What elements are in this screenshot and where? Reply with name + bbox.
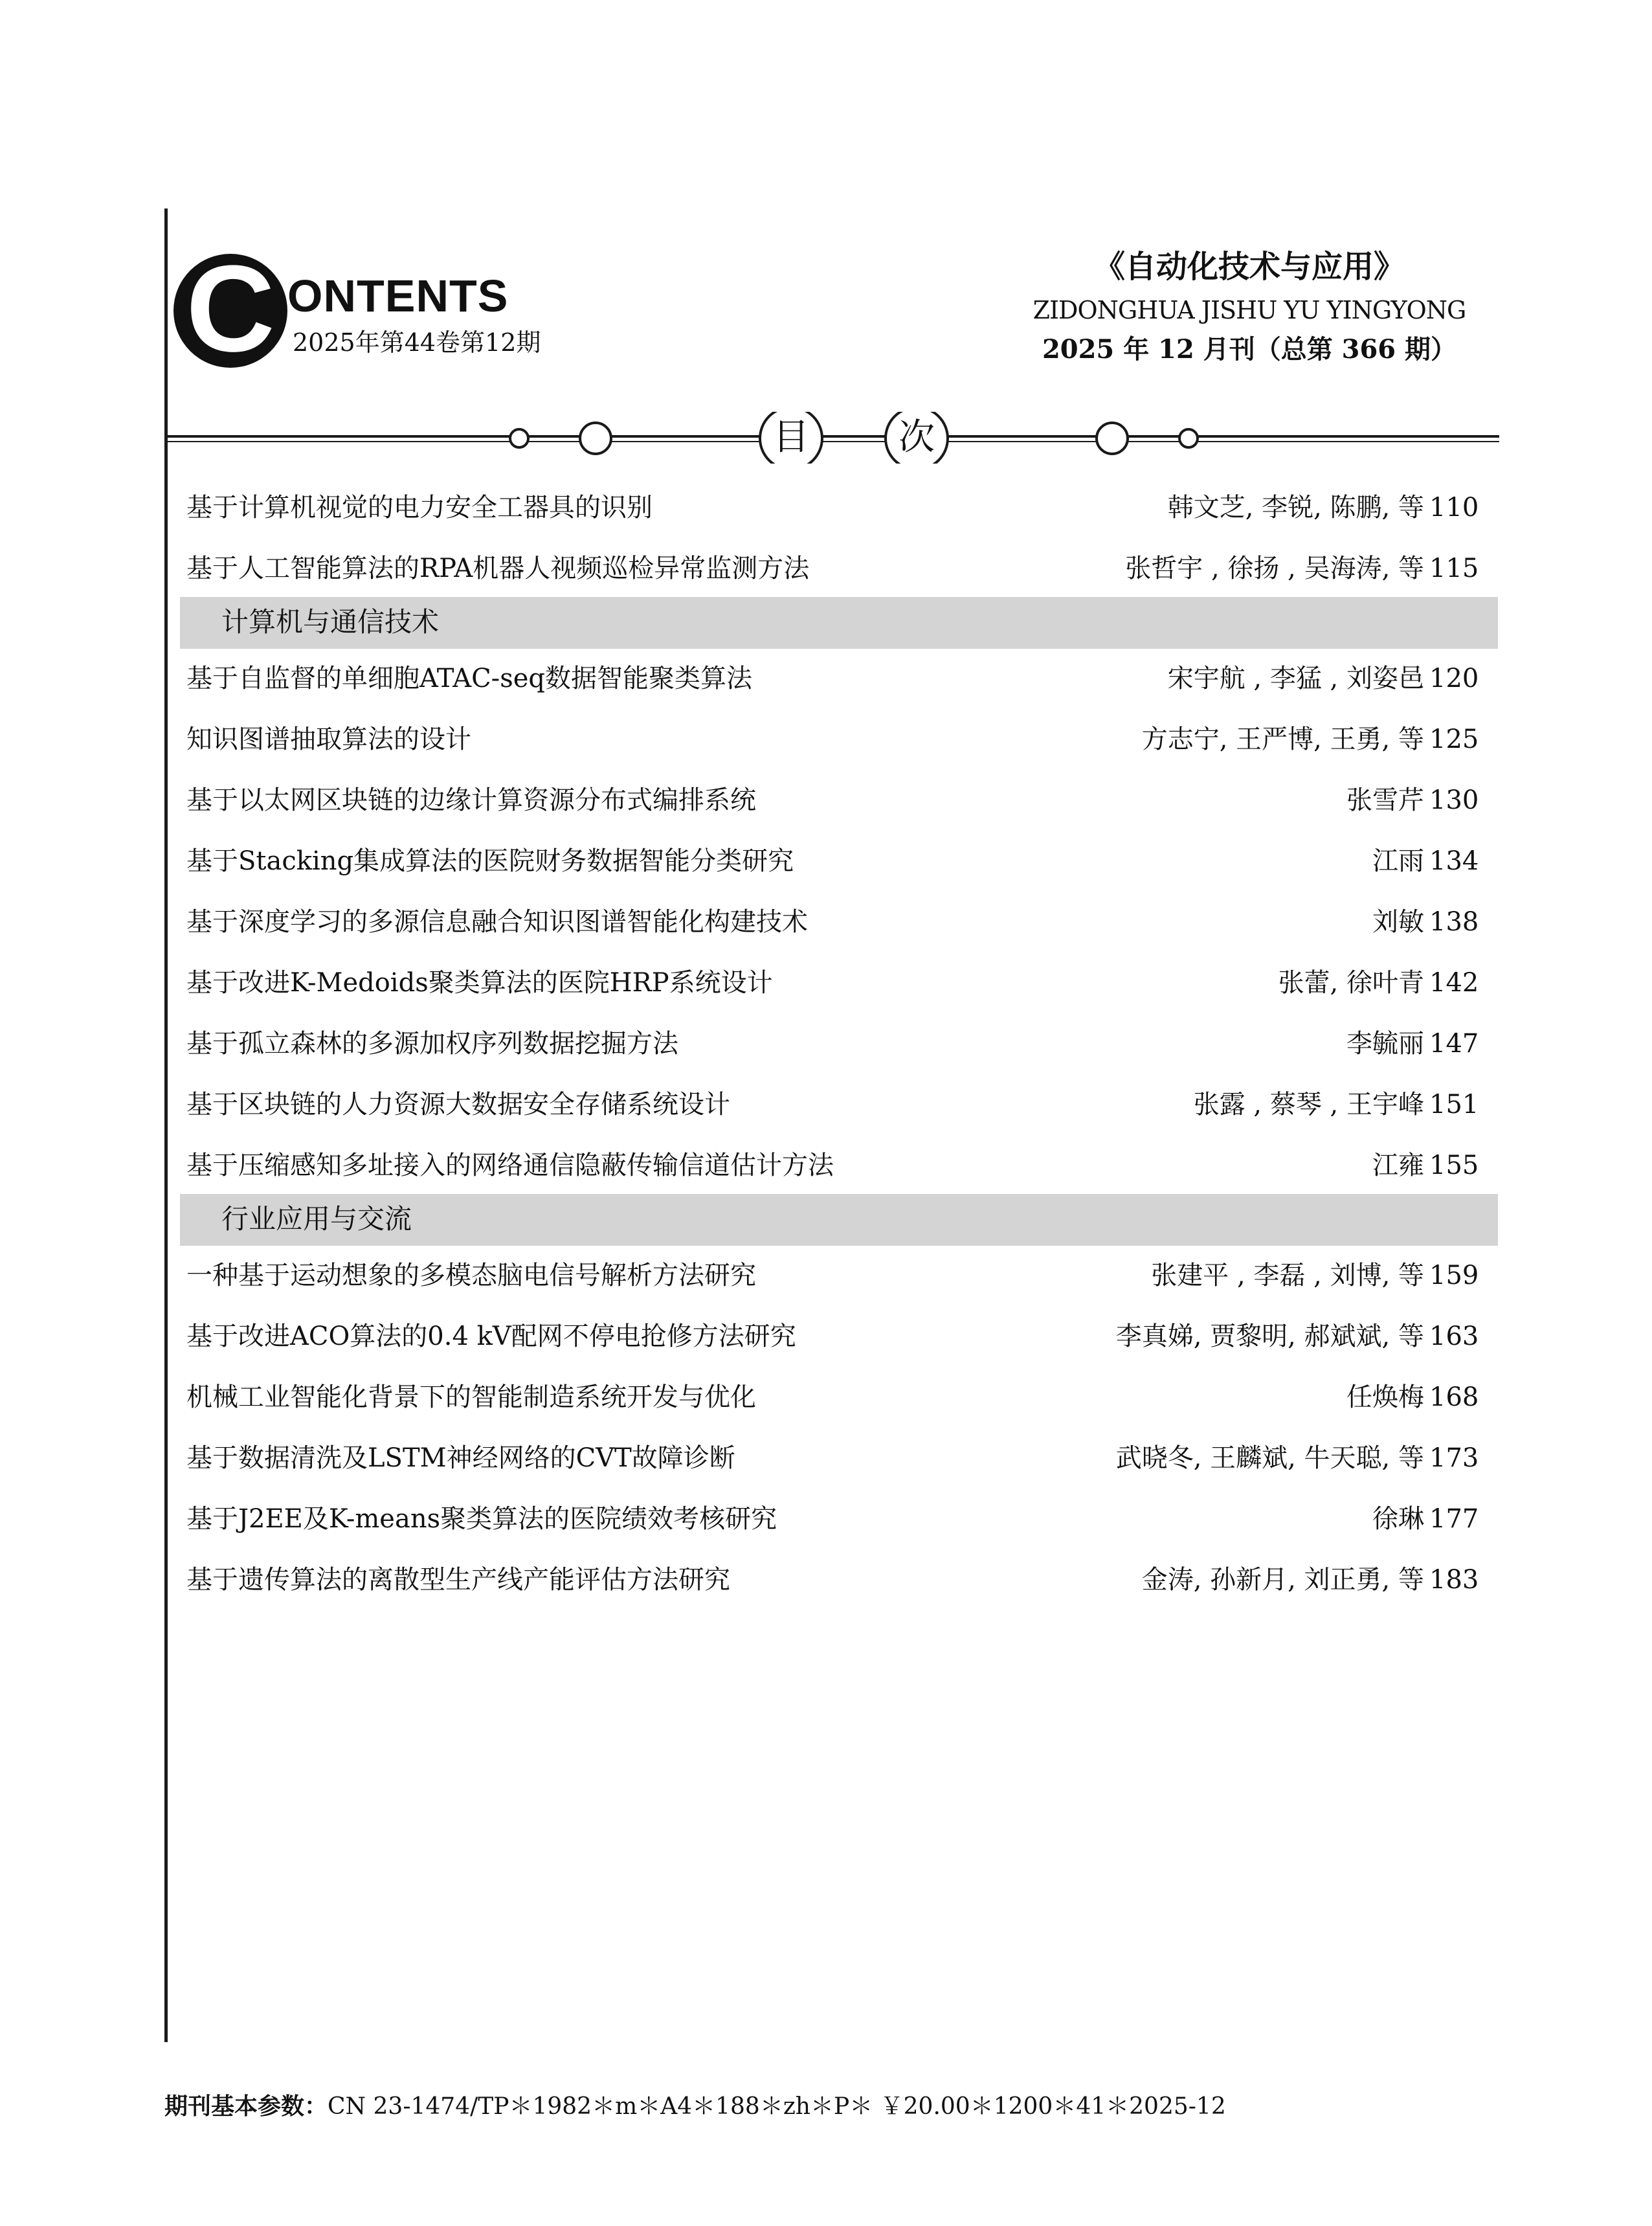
article-title: 基于自监督的单细胞ATAC-seq数据智能聚类算法 (186, 664, 753, 693)
toc-entry[interactable] (184, 892, 1479, 953)
toc-entry[interactable] (184, 539, 1479, 597)
article-title: 基于孤立森林的多源加权序列数据挖掘方法 (186, 1029, 678, 1059)
article-title: 基于数据清洗及LSTM神经网络的CVT故障诊断 (186, 1443, 735, 1473)
section-title: 计算机与通信技术 (221, 606, 440, 638)
section-header-computing (180, 597, 1498, 649)
article-title: 基于改进K-Medoids聚类算法的医院HRP系统设计 (186, 968, 773, 998)
article-page: 138 (1429, 907, 1479, 937)
article-page: 159 (1429, 1261, 1479, 1290)
article-page: 110 (1429, 493, 1479, 523)
article-authors: 张建平 , 李磊 , 刘博, 等 (1151, 1261, 1424, 1290)
article-page: 134 (1429, 846, 1479, 876)
article-page: 151 (1429, 1090, 1479, 1119)
toc-entry[interactable] (184, 1367, 1479, 1428)
article-page: 177 (1429, 1504, 1479, 1534)
article-title: 机械工业智能化背景下的智能制造系统开发与优化 (186, 1382, 756, 1412)
article-page: 155 (1429, 1151, 1479, 1180)
journal-title: 《自动化技术与应用》 (1093, 249, 1405, 285)
toc-entry[interactable] (184, 649, 1479, 710)
toc-entry[interactable] (184, 1307, 1479, 1367)
contents-heading: ONTENTS (287, 271, 509, 321)
parameters-value: CN 23-1474/TP＊1982＊m＊A4＊188＊zh＊P＊ ￥20.00＊1200＊41＊2025-12 (328, 2093, 1226, 2120)
article-title: 基于以太网区块链的边缘计算资源分布式编排系统 (186, 785, 756, 815)
toc-entry[interactable] (184, 478, 1479, 539)
article-authors: 刘敏 (1372, 907, 1424, 937)
article-authors: 徐琳 (1372, 1504, 1424, 1534)
toc-entry[interactable] (184, 710, 1479, 770)
article-authors: 李毓丽 (1346, 1029, 1424, 1059)
journal-issue: 2025 年 12 月刊（总第 366 期） (1042, 334, 1457, 365)
article-title: 一种基于运动想象的多模态脑电信号解析方法研究 (186, 1261, 756, 1290)
article-title: 基于压缩感知多址接入的网络通信隐蔽传输信道估计方法 (186, 1151, 834, 1180)
toc-entry[interactable] (184, 1014, 1479, 1075)
article-page: 130 (1429, 785, 1479, 815)
article-authors: 韩文芝, 李锐, 陈鹏, 等 (1167, 493, 1424, 523)
toc-entry[interactable] (184, 953, 1479, 1014)
divider-char-ci: 次 (899, 416, 935, 458)
article-authors: 方志宁, 王严博, 王勇, 等 (1141, 725, 1424, 754)
article-page: 115 (1429, 554, 1479, 583)
article-title: 基于计算机视觉的电力安全工器具的识别 (186, 493, 653, 523)
article-authors: 张哲宇 , 徐扬 , 吴海涛, 等 (1125, 554, 1424, 583)
article-title: 基于深度学习的多源信息融合知识图谱智能化构建技术 (186, 907, 808, 937)
article-authors: 江雨 (1372, 846, 1424, 876)
article-authors: 江雍 (1372, 1151, 1424, 1180)
article-title: 知识图谱抽取算法的设计 (186, 725, 471, 754)
toc-entry[interactable] (184, 1246, 1479, 1307)
toc-entry[interactable] (184, 770, 1479, 831)
article-authors: 任焕梅 (1346, 1382, 1424, 1412)
toc-entry[interactable] (184, 1489, 1479, 1550)
article-title: 基于区块链的人力资源大数据安全存储系统设计 (186, 1090, 730, 1119)
article-page: 163 (1429, 1321, 1479, 1351)
section-title: 行业应用与交流 (221, 1203, 412, 1235)
toc-entry[interactable] (184, 1550, 1479, 1611)
article-page: 120 (1429, 664, 1479, 693)
toc-entry[interactable] (184, 1075, 1479, 1136)
divider-char-mu: 目 (773, 416, 809, 458)
article-authors: 金涛, 孙新月, 刘正勇, 等 (1141, 1565, 1424, 1595)
parameters-label: 期刊基本参数： (164, 2093, 328, 2120)
journal-parameters (164, 2095, 1226, 2119)
article-authors: 武晓冬, 王麟斌, 牛天聪, 等 (1115, 1443, 1424, 1473)
toc-divider (166, 412, 1499, 464)
article-title: 基于改进ACO算法的0.4 kV配网不停电抢修方法研究 (186, 1321, 796, 1351)
article-authors: 张蕾, 徐叶青 (1278, 968, 1424, 998)
issue-line: 2025年第44卷第12期 (293, 328, 541, 357)
article-page: 147 (1429, 1029, 1479, 1059)
article-title: 基于遗传算法的离散型生产线产能评估方法研究 (186, 1565, 730, 1595)
table-of-contents (184, 478, 1479, 1611)
article-page: 173 (1429, 1443, 1479, 1473)
article-authors: 宋宇航 , 李猛 , 刘姿邑 (1167, 664, 1424, 693)
article-page: 125 (1429, 725, 1479, 754)
article-authors: 张雪芹 (1346, 785, 1424, 815)
section-header-industry (180, 1194, 1498, 1246)
contents-logo-letter: C (186, 240, 275, 377)
article-title: 基于人工智能算法的RPA机器人视频巡检异常监测方法 (186, 554, 810, 583)
article-authors: 李真娣, 贾黎明, 郝斌斌, 等 (1115, 1321, 1424, 1351)
contents-logo-circle (173, 240, 287, 377)
article-title: 基于J2EE及K-means聚类算法的医院绩效考核研究 (186, 1504, 777, 1534)
toc-entry[interactable] (184, 831, 1479, 892)
journal-pinyin: ZIDONGHUA JISHU YU YINGYONG (1032, 296, 1466, 324)
article-page: 142 (1429, 968, 1479, 998)
article-title: 基于Stacking集成算法的医院财务数据智能分类研究 (186, 846, 794, 876)
article-authors: 张露 , 蔡琴 , 王宇峰 (1193, 1090, 1424, 1119)
left-vertical-rule (164, 208, 168, 2042)
toc-entry[interactable] (184, 1136, 1479, 1194)
article-page: 168 (1429, 1382, 1479, 1412)
article-page: 183 (1429, 1565, 1479, 1595)
divider-ornament-icon (166, 412, 1499, 464)
toc-entry[interactable] (184, 1428, 1479, 1489)
